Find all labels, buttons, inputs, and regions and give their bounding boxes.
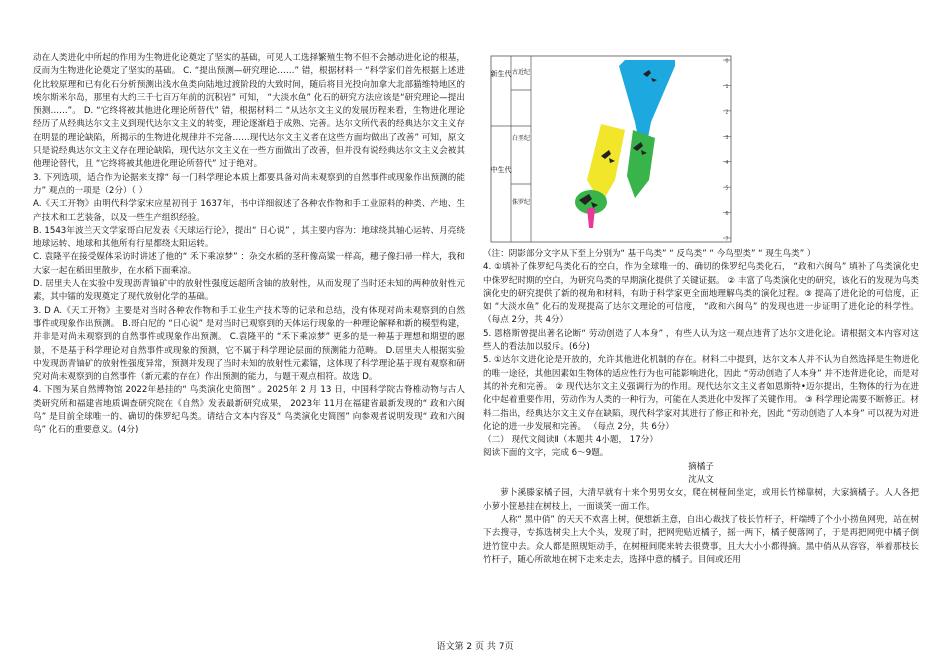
left-column	[33, 52, 465, 438]
story-author: 沈从文	[688, 475, 714, 486]
bird-evolution-figure	[483, 52, 919, 246]
right-column	[483, 52, 919, 567]
axis-tick-label: 1	[725, 83, 729, 90]
question-4: 4. 下图为某自然博物馆 2022年悬挂的“ 鸟类演化史简图” 。2025年 2 月 13 日，中国科学院古脊椎动物与古人类研究所和福建省地质调查研究院在《自然》发表最新研究成果， 2023年 11月在福建省最新发现的“ 政和六闽鸟” 是目前全球唯一的、确切的侏罗纪鸟类。请结合文本内容及“ 鸟类演化史简图” 向参观者说明发现“ 政和六闽鸟” 化石的重要意义。(4分)	[33, 385, 465, 436]
axis-tick-label: 0	[725, 58, 729, 65]
bird-evolution-diagram	[483, 52, 919, 246]
axis-tick-label: 7	[725, 236, 729, 243]
answer-3: 3. D A.《天工开物》主要是对当时各种农作物和手工业生产技术等的记录和总结，没有体现对尚未观察到的自然事件或现象作出预测。 B.哥白尼的 “日心说” 是对当时已观察到的天体运行现象的一种理论解释和新的模型构建，并非是对尚未观察到的自然事件或现象作出预测。 C.袁隆平的 “禾下乘凉梦” 更多的是一种基于理想和期望的愿景，不是基于科学理论对自然事件或现象的预测，它不属于科学理论层面的预测能力范畴。 D.居里夫人根据实验中发现沥青铀矿的放射性强度异常，预测并发现了当时未知的放射性元素镭，这体现了科学理论基于现有观察和研究对尚未观察到的自然事件（新元素的存在）作出预测的能力，与题干观点相符。故选 D。	[33, 305, 465, 383]
era-label-cenozoic: 新生代	[490, 70, 512, 78]
axis-tick-label: 5	[725, 185, 729, 192]
page-footer: 语文第 2 页 共 7页	[436, 642, 514, 652]
lineage-root	[587, 208, 595, 228]
option-b: B. 1543年波兰天文学家哥白尼发表《天球运行论》，提出“ 日心说” ，其主要内容为：地球绕其轴心运转、月亮绕地球运转、地球和其他所有行星都绕太阳运转。	[33, 225, 465, 250]
axis-tick-label: 2	[725, 109, 729, 116]
option-d: D. 居里夫人在实验中发现沥青铀矿中的放射性强度远超所含铀的放射性，从而发现了当时还未知的两种放射性元素，其中镭的发现奠定了现代放射化学的基础。	[33, 279, 465, 303]
story-paragraph: 萝卜溪滕家橘子园，大清早就有十来个男男女女，爬在树桠间坐定，或用长竹梯靠树，大家摘橘子。人人各把小萝小筐悬挂在树枝上，一面谈笑一面工作。	[483, 488, 919, 512]
period-label-cretaceous: 白垩纪	[511, 135, 531, 142]
question-3: 3. 下列选项，适合作为论据来支撑“ 每一门科学理论本质上都要具备对尚未观察到的自然事件或现象作出预测的能力” 观点的一项是（2分）（ ）	[33, 172, 465, 196]
answer-5: 5. ①达尔文进化论是开放的，允许其他进化机制的存在。材料二中提到，达尔文本人并不认为自然选择是生物进化的唯一途径，其他因素如生物体的适应性行为也可能影响进化，因此 “劳动创造了人本身” 并不违背进化论，而是对其的补充和完善。 ② 现代达尔文主义强调行为的作用。现代达尔文主义者如恩斯特•迈尔提出，生物体的行为在进化中起着重要作用，劳动作为人类的一种行为，可能在人类进化中发挥了关键作用。 ③ 科学理论需要不断修正。材料二指出，经典达尔文主义存在缺陷，现代科学家对其进行了修正和补充，因此 “劳动创造了人本身” 可以视为对进化论的进一步发展和完善。 （每点 2分，共 6分）	[483, 355, 919, 432]
story-paragraph: 人称“ 黑中俏” 的天天不欢喜上树，便想新主意，自出心裁找了枝长竹杆子，杆端缚了个小小捞鱼网兜，站在树下去搜寻，专拣选树尖上大个头，发现了时，把网兜贴近橘子，摇一两下，橘子便落网了，于是再把网兜中橘子倒进竹筐中去。众人都是照规矩动手，在树桠间爬来转去很费事，且大大小小都得摘。黑中俏从从容容，举着那枝长竹杆子，随心所欲地在树下走来走去，选择中意的橘子。目间或还用	[483, 514, 919, 565]
section-heading: （二） 现代文阅读Ⅱ（本题共 4小题， 17分）	[483, 435, 658, 446]
answer-4: 4. ①填补了侏罗纪鸟类化石的空白，作为全球唯一的、确切的侏罗纪鸟类化石， “政和六闽鸟” 填补了鸟类演化史中侏罗纪时期的空白，为研究鸟类的早期演化提供了关键证据。 ② 丰富了鸟类演化史的研究，该化石的发现为鸟类演化史的研究提供了新的视角和材料，有助于科学家更全面地理解鸟类的演化过程。③ 提高了进化论的可信度，正如 “大淡水鱼” 化石的发现提高了达尔文理论的可信度， “政和六闽鸟” 的发现也进一步证明了进化论的科学性。 （每点 2分，共 4分）	[483, 262, 919, 326]
figure-caption: （注：阴影部分文字从下至上分别为“ 基干鸟类” “ 反鸟类” “ 今鸟型类” “ 现生鸟类” ）	[483, 249, 816, 259]
story-title: 摘橘子	[688, 461, 714, 472]
option-a: A.《天工开物》由明代科学家宋应星初刊于 1637年，书中详细叙述了各种农作物和手工业原料的种类、产地、生产技术和工艺装备，以及一些生产组织经验。	[33, 199, 465, 223]
axis-ticks	[723, 59, 731, 243]
axis-tick-label: 4	[725, 160, 729, 167]
period-label-paleogene: 古近纪	[511, 69, 531, 76]
period-label-jurassic: 侏罗纪	[511, 199, 531, 206]
reading-instruction: 阅读下面的文字，完成 6～9题。	[483, 448, 609, 459]
paragraph: 动在人类进化中所起的作用为生物进化论奠定了坚实的基础，可见人工选择繁殖生物不但不会撼动进化论的根基，反而为生物进化论奠定了坚实的基础。 C. “提出预测—研究理论……” 错，根据材料一 “科学家们首先根据上述进化比较原理和已有化石分析预测出浅水鱼类向陆地过渡阶段的大致时间，随后将目光投向加拿大北部猫维特地区的埃尔斯米尔岛，那里有大约三千七百万年前的沉积岩” 可知， “大淡水鱼” 化石的研究方法应该是“研究理论—提出预测……”。 D. “它终将被其他进化理论所替代” 错，根据材料二 “从达尔文主义的发展历程来看，生物进化理论经历了从经典达尔文主义到现代达尔文主义的转变，理论逐渐趋于成熟、完善。达尔文所代表的经典达尔文主义存在明显的理论缺陷，所揭示的生物进化规律并不完备……现代达尔文主义者在这些方面均做出了改善” 可知，原文只是说经典达尔文主义存在理论缺陷，现代达尔文主义在一些方面做出了改善，但并没有说经典达尔文主义会被其他理论替代，且 “它终将被其他进化理论所替代” 过于绝对。	[33, 53, 465, 170]
axis-tick-label: 3	[725, 134, 729, 141]
axis-tick-label: 6	[725, 211, 729, 218]
lineage-enantiornithes	[627, 130, 655, 198]
era-label-mesozoic: 中生代	[490, 166, 512, 174]
question-5: 5. 恩格斯曾提出著名论断“ 劳动创造了人本身” ，有些人认为这一观点违背了达尔文进化论。请根据文本内容对这些人的看法加以驳斥。(6分)	[483, 328, 919, 353]
option-c: C. 袁隆平在接受媒体采访时讲述了他的“ 禾下乘凉梦” ：杂交水稻的茎秆像高粱一样高，穗子像扫帚一样大，我和大家一起在稻田里散步，在水稻下面乘凉。	[33, 252, 465, 276]
